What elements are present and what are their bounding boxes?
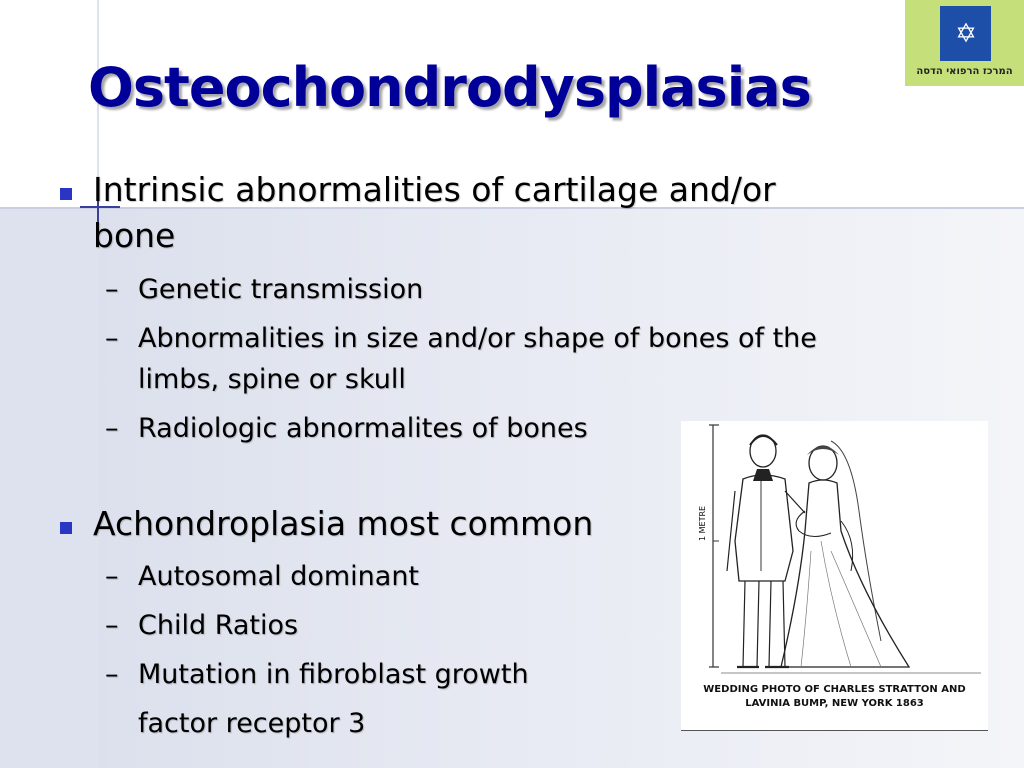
bullet-2-line-1: Achondroplasia most common xyxy=(93,504,594,543)
sub-item-mutation-line-1: Mutation in fibroblast growth xyxy=(138,659,529,690)
caption-line-2: LAVINIA BUMP, NEW YORK 1863 xyxy=(745,698,924,709)
logo-flag xyxy=(940,6,991,61)
sub-item-abnormalities-line-1: Abnormalities in size and/or shape of bones of the xyxy=(138,323,817,354)
dash-5: – xyxy=(105,610,119,641)
dash-2: – xyxy=(105,323,119,354)
photo-caption xyxy=(681,683,988,711)
dash-3: – xyxy=(105,413,119,444)
star-of-david-icon: ✡ xyxy=(955,19,977,49)
sub-item-child-ratios: Child Ratios xyxy=(138,610,299,641)
dash-4: – xyxy=(105,561,119,592)
sub-item-mutation-line-2: factor receptor 3 xyxy=(138,708,366,739)
sub-item-autosomal: Autosomal dominant xyxy=(138,561,420,592)
slide-title: Osteochondrodysplasias xyxy=(88,56,811,119)
bullet-square-icon xyxy=(60,188,72,200)
background-left-band xyxy=(0,207,97,768)
bullet-1-line-1: Intrinsic abnormalities of cartilage and/or xyxy=(93,170,776,209)
caption-line-1: WEDDING PHOTO OF CHARLES STRATTON AND xyxy=(703,684,966,695)
sub-item-radiologic: Radiologic abnormalites of bones xyxy=(138,413,588,444)
hadassah-logo xyxy=(905,0,1024,86)
sub-item-genetic: Genetic transmission xyxy=(138,274,424,305)
scale-label: 1 METRE xyxy=(698,505,707,541)
sub-item-abnormalities-line-2: limbs, spine or skull xyxy=(138,364,406,395)
logo-text: המרכז הרפואי הדסה xyxy=(916,66,1013,77)
wedding-photo-illustration xyxy=(681,421,988,731)
wedding-sketch-icon xyxy=(681,421,988,681)
dash-6: – xyxy=(105,659,119,690)
bullet-square-icon xyxy=(60,522,72,534)
dash-1: – xyxy=(105,274,119,305)
bullet-1-line-2: bone xyxy=(93,216,176,255)
